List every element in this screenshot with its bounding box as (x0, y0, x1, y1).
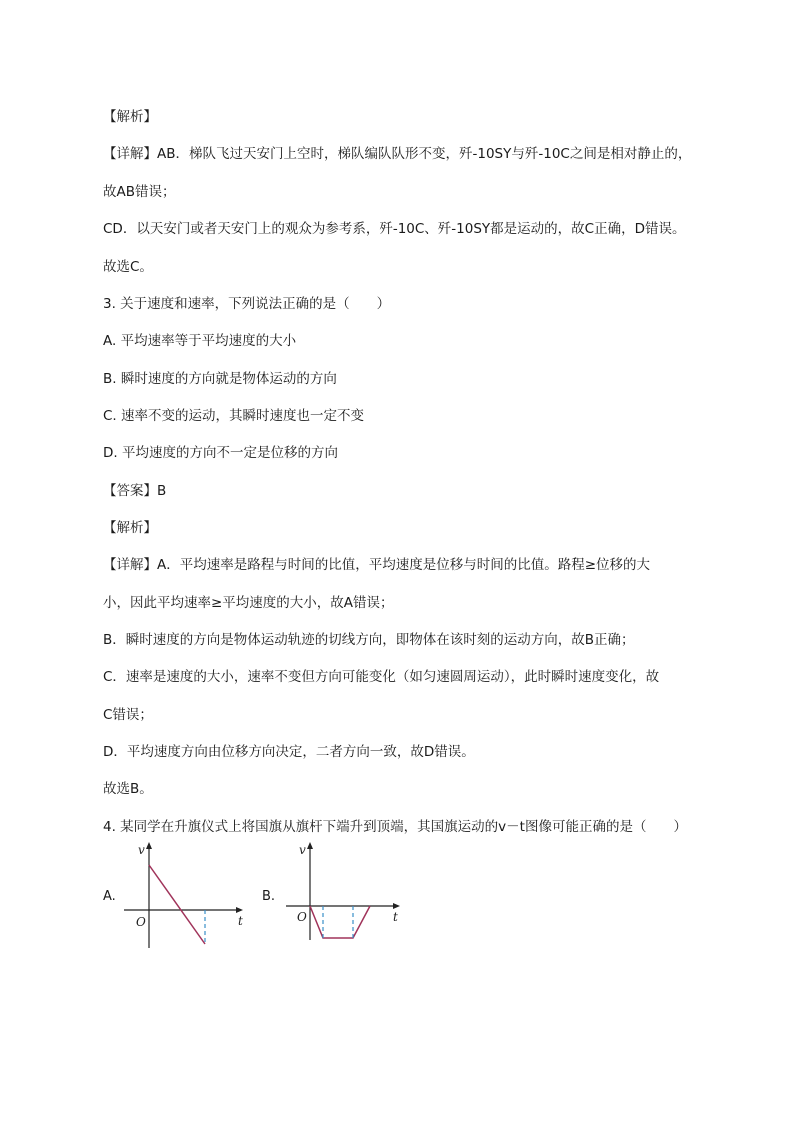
line-1: 【详解】AB．梯队飞过天安门上空时，梯队编队队形不变，歼-10SY与歼-10C之间是相对静止的， (103, 146, 692, 162)
line-18: 故选B。 (103, 781, 153, 797)
line-15: C．速率是速度的大小，速率不变但方向可能变化（如匀速圆周运动），此时瞬时速度变化，故 (103, 669, 660, 685)
graph-b-curve (310, 906, 370, 938)
option-a-label: A. (103, 889, 116, 904)
line-5: 3. 关于速度和速率，下列说法正确的是（ ） (103, 296, 391, 312)
line-14: B．瞬时速度的方向是物体运动轨迹的切线方向，即物体在该时刻的运动方向，故B正确； (103, 632, 635, 648)
line-16: C错误； (103, 707, 153, 723)
graph-b-t-label: t (393, 910, 398, 924)
line-9: D. 平均速度的方向不一定是位移的方向 (103, 445, 338, 461)
line-10: 【答案】B (103, 483, 167, 499)
option-b-label: B. (262, 889, 276, 904)
graph-a-v-arrow (146, 842, 152, 849)
line-17: D．平均速度方向由位移方向决定，二者方向一致，故D错误。 (103, 744, 475, 760)
graph-a-v-label: v (138, 843, 145, 857)
line-2: 故AB错误； (103, 184, 176, 200)
graph-b-origin-label: O (297, 910, 307, 924)
line-19: 4. 某同学在升旗仪式上将国旗从旗杆下端升到顶端，其国旗运动的v－t图像可能正确的是（ ） (103, 819, 687, 835)
graph-a-curve (149, 865, 205, 944)
graph-b-t-arrow (393, 903, 400, 909)
line-12: 【详解】A．平均速率是路程与时间的比值，平均速度是位移与时间的比值。路程≥位移的大 (103, 557, 651, 573)
line-4: 故选C。 (103, 259, 153, 275)
graph-b-v-arrow (307, 842, 313, 849)
graph-b (280, 840, 410, 950)
graph-a-t-label: t (238, 914, 243, 928)
graph-a-origin-label: O (136, 915, 146, 929)
line-8: C. 速率不变的运动，其瞬时速度也一定不变 (103, 408, 365, 424)
line-13: 小，因此平均速率≥平均速度的大小，故A错误； (103, 595, 394, 611)
graph-a-t-arrow (236, 907, 243, 913)
line-7: B. 瞬时速度的方向就是物体运动的方向 (103, 371, 337, 387)
line-11: 【解析】 (103, 520, 157, 536)
line-0: 【解析】 (103, 109, 157, 125)
line-6: A. 平均速率等于平均速度的大小 (103, 333, 297, 349)
graph-a (118, 840, 248, 950)
graph-b-v-label: v (299, 843, 306, 857)
line-3: CD．以天安门或者天安门上的观众为参考系，歼-10C、歼-10SY都是运动的，故C正确，D错误。 (103, 221, 686, 237)
